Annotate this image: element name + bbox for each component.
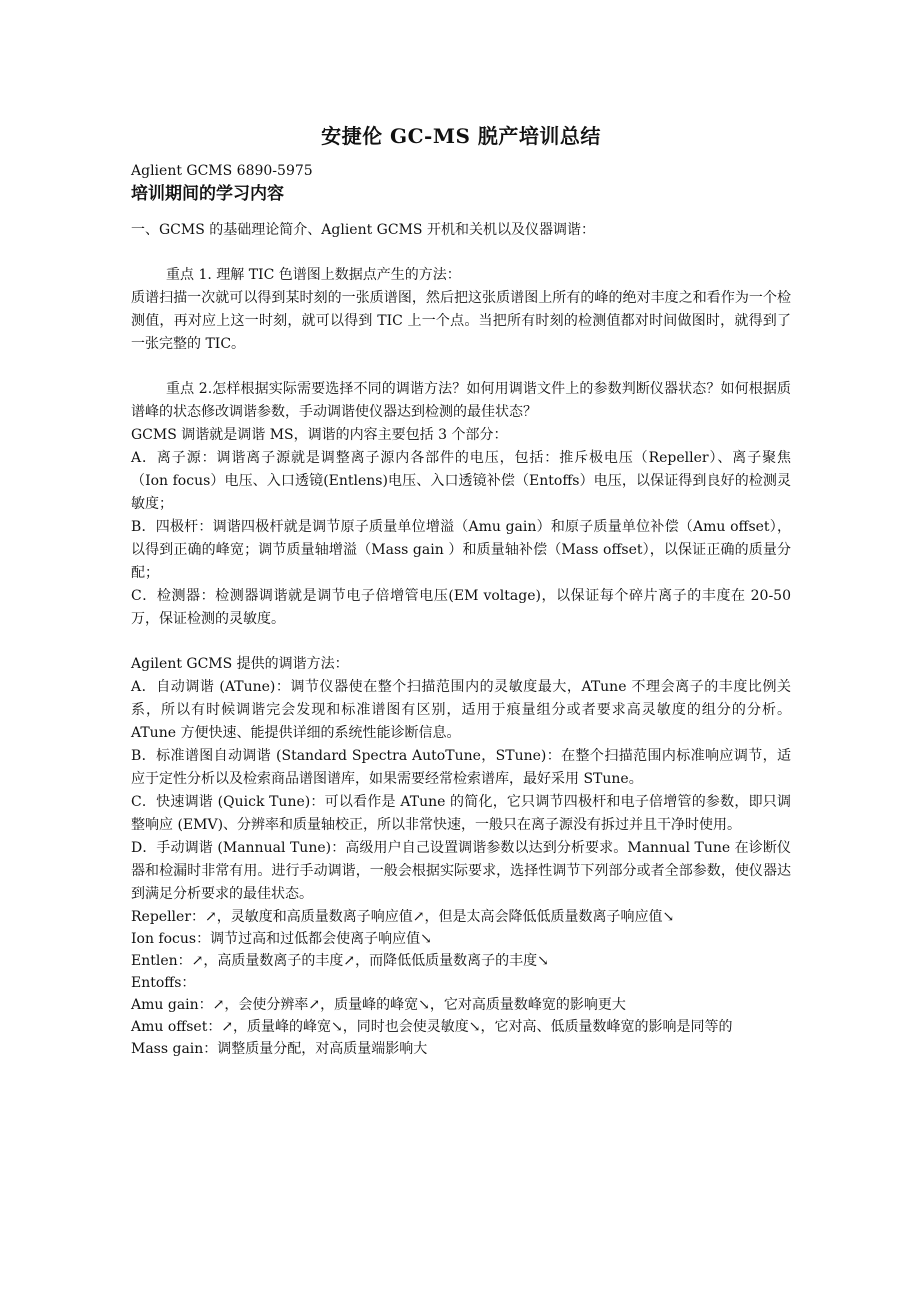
spacer <box>131 631 791 653</box>
spacer <box>131 356 791 378</box>
chapter-heading: 一、GCMS 的基础理论简介、Aglient GCMS 开机和关机以及仪器调谐： <box>131 222 595 238</box>
param-mass-gain: Mass gain：调整质量分配，对高质量端影响大 <box>131 1041 428 1057</box>
paragraph-stune: B．标准谱图自动调谐 (Standard Spectra AutoTune，STune)：在整个扫描范围内标准响应调节，适应于定性分析以及检索商品谱图谱库，如果需要经常检索谱库，最好采用 STune。 <box>131 748 791 787</box>
paragraph-manual-tune: D．手动调谐 (Mannual Tune)：高级用户自己设置调谐参数以达到分析要求。Mannual Tune 在诊断仪器和检漏时非常有用。进行手动调谐，一般会根据实际要求，选择性调节下列部分或者全部参数，使仪器达到满足分析要求的最佳状态。 <box>131 840 791 902</box>
param-amu-offset: Amu offset：↗，质量峰的峰宽↘，同时也会使灵敏度↘，它对高、低质量数峰宽的影响是同等的 <box>131 1019 733 1035</box>
document-body <box>131 122 791 1060</box>
paragraph-detector: C．检测器：检测器调谐就是调节电子倍增管电压(EM voltage)，以保证每个碎片离子的丰度在 20-50 万，保证检测的灵敏度。 <box>131 588 791 627</box>
section-heading: 培训期间的学习内容 <box>131 184 284 204</box>
paragraph-quadrupole: B．四极杆：调谐四极杆就是调节原子质量单位增溢（Amu gain）和原子质量单位补偿（Amu offset），以得到正确的峰宽；调节质量轴增溢（Mass gain ）和质量轴补偿（Mass offset），以保证正确的质量分配； <box>131 519 791 581</box>
param-entoffs: Entoffs： <box>131 975 196 991</box>
key-point-2: 重点 2.怎样根据实际需要选择不同的调谐方法？如何用调谐文件上的参数判断仪器状态？如何根据质谱峰的状态修改调谐参数，手动调谐使仪器达到检测的最佳状态？ <box>131 381 791 420</box>
param-repeller: Repeller：↗，灵敏度和高质量数离子响应值↗，但是太高会降低低质量数离子响应值↘ <box>131 909 675 925</box>
paragraph-ion-source: A．离子源：调谐离子源就是调整离子源内各部件的电压，包括：推斥极电压（Repeller）、离子聚焦（Ion focus）电压、入口透镜(Entlens)电压、入口透镜补偿（Entoffs）电压，以保证得到良好的检测灵敏度； <box>131 450 791 512</box>
document-title: 安捷伦 GC-MS 脱产培训总结 <box>321 124 601 148</box>
paragraph-quick-tune: C．快速调谐 (Quick Tune)：可以看作是 ATune 的简化，它只调节四极杆和电子倍增管的参数，即只调整响应 (EMV)、分辨率和质量轴校正，所以非常快速，一般只在离子源没有拆过并且干净时使用。 <box>131 794 791 833</box>
document-subtitle: Aglient GCMS 6890-5975 <box>131 163 313 179</box>
param-ion-focus: Ion focus：调节过高和过低都会使离子响应值↘ <box>131 931 432 947</box>
paragraph-tune-intro: GCMS 调谐就是调谐 MS，调谐的内容主要包括 3 个部分： <box>131 427 508 443</box>
param-amu-gain: Amu gain：↗，会使分辨率↗，质量峰的峰宽↘，它对高质量数峰宽的影响更大 <box>131 997 626 1013</box>
key-point-1: 重点 1. 理解 TIC 色谱图上数据点产生的方法： <box>166 267 461 283</box>
paragraph-tic: 质谱扫描一次就可以得到某时刻的一张质谱图，然后把这张质谱图上所有的峰的绝对丰度之和看作为一个检测值，再对应上这一时刻，就可以得到 TIC 上一个点。当把所有时刻的检测值都对时间做图时，就得到了一张完整的 TIC。 <box>131 290 791 352</box>
param-entlen: Entlen：↗，高质量数离子的丰度↗，而降低低质量数离子的丰度↘ <box>131 953 549 969</box>
paragraph-atune: A．自动调谐 (ATune)：调节仪器使在整个扫描范围内的灵敏度最大，ATune 不理会离子的丰度比例关系，所以有时候调谐完会发现和标准谱图有区别，适用于痕量组分或者要求高灵敏度的组分的分析。ATune 方便快速、能提供详细的系统性能诊断信息。 <box>131 679 791 741</box>
tune-methods-heading: Agilent GCMS 提供的调谐方法： <box>131 656 349 672</box>
spacer <box>131 242 791 264</box>
